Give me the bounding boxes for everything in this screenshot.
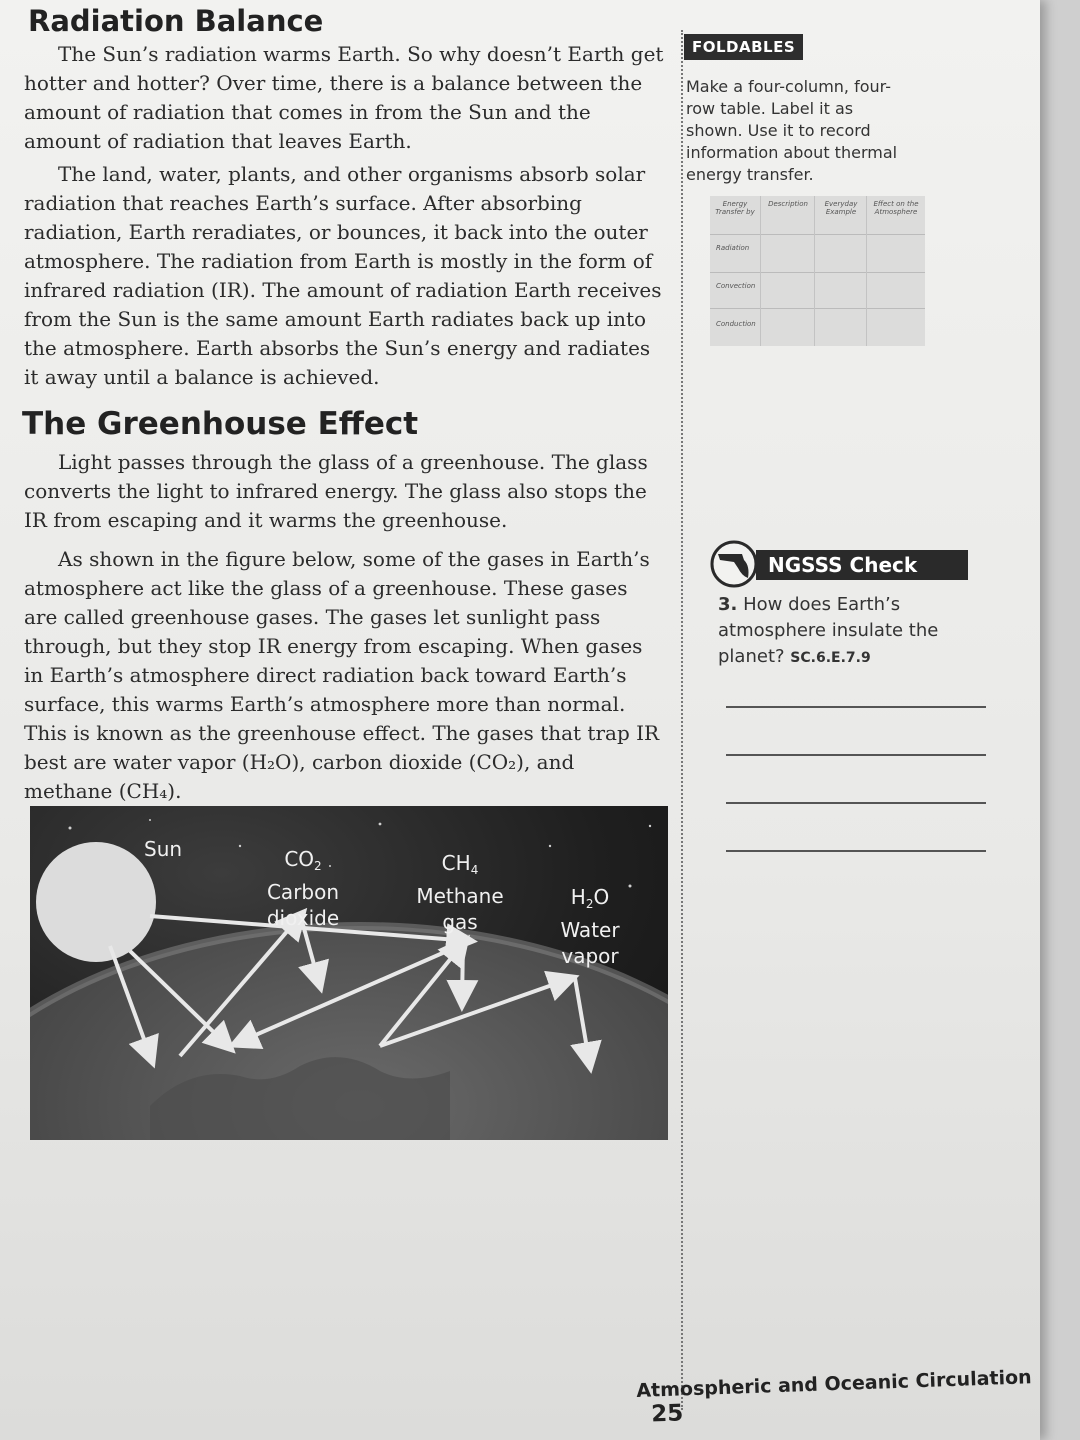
sun-icon [36, 842, 156, 962]
label-sun: Sun [144, 837, 183, 861]
label-water-vapor [550, 884, 630, 969]
answer-line-4[interactable] [726, 850, 986, 852]
h2o-subscript: 2 [585, 897, 594, 911]
greenhouse-figure [30, 806, 668, 1140]
table-row-convection: Convection [716, 282, 756, 290]
page-footer [636, 1366, 1040, 1432]
table-header-3: Everyday Example [824, 200, 858, 216]
question-text: How does Earth’s atmosphere insulate the planet? [718, 594, 939, 667]
table-rule [814, 196, 815, 346]
foldables-badge: FOLDABLES [684, 34, 803, 60]
answer-line-2[interactable] [726, 754, 986, 756]
ngsss-check-header [708, 540, 968, 588]
greenhouse-paragraph-2: As shown in the figure below, some of the gases in Earth’s atmosphere act like the glass of a greenhouse. These gases are called greenhouse gases. The gases let sunlight pass through, but they stop IR energy from escaping. When gases in Earth’s atmosphere direct radiation back toward Earth’s surface, this warms Earth’s atmosphere more than normal. This is known as the greenhouse effect. The gases that trap IR best are water vapor (H₂O), carbon dioxide (CO₂), and methane (CH₄). [24, 547, 660, 803]
foldables-table [710, 196, 925, 346]
column-divider [681, 30, 683, 1410]
ngsss-question [718, 592, 958, 671]
h2o-name-line2: vapor [561, 944, 619, 968]
greenhouse-paragraph-1: Light passes through the glass of a greenhouse. The glass converts the light to infrared energy. The glass also stops the IR from escaping and it warms the greenhouse. [24, 450, 648, 532]
answer-line-1[interactable] [726, 706, 986, 708]
co2-name-line1: Carbon [266, 880, 340, 904]
co2-subscript: 2 [314, 859, 322, 873]
table-rule [760, 196, 761, 346]
ngsss-badge: NGSSS Check [756, 550, 968, 580]
greenhouse-illustration [30, 806, 668, 1140]
page-number: 25 [650, 1400, 684, 1428]
h2o-formula-a: H [570, 885, 586, 909]
ch4-name-line2: gas [442, 910, 478, 934]
table-header-1: Energy Transfer by [715, 200, 755, 216]
heading-greenhouse-effect: The Greenhouse Effect [22, 406, 419, 442]
heading-radiation-balance: Radiation Balance [28, 4, 324, 38]
label-methane [412, 850, 508, 935]
table-rule [710, 308, 925, 309]
h2o-name-line1: Water [560, 918, 620, 942]
question-number: 3. [718, 594, 738, 615]
table-rule [710, 234, 925, 235]
h2o-formula-b: O [593, 885, 610, 909]
co2-name-line2: dioxide [266, 906, 340, 930]
ch4-name-line1: Methane [416, 884, 504, 908]
table-rule [710, 272, 925, 273]
label-carbon-dioxide [258, 846, 348, 931]
foldables-instructions: Make a four-column, four-row table. Label it as shown. Use it to record information about thermal energy transfer. [686, 77, 898, 184]
radiation-paragraph-1: The Sun’s radiation warms Earth. So why doesn’t Earth get hotter and hotter? Over time, there is a balance between the amount of radiation that comes in from the Sun and the amount of radiation that leaves Earth. [24, 42, 664, 153]
ch4-subscript: 4 [470, 863, 479, 877]
table-row-conduction: Conduction [716, 320, 756, 328]
table-rule [866, 196, 867, 346]
co2-formula: CO [284, 847, 315, 871]
chapter-title: Atmospheric and Oceanic Circulation [636, 1366, 1032, 1402]
radiation-paragraph-2: The land, water, plants, and other organisms absorb solar radiation that reaches Earth’s surface. After absorbing radiation, Earth reradiates, or bounces, it back into the outer atmosphere. The radiation from Earth is mostly in the form of infrared radiation (IR). The amount of radiation Earth receives from the Sun is the same amount Earth radiates back up into the atmosphere. Earth absorbs the Sun’s energy and radiates it away until a balance is achieved. [24, 162, 662, 389]
table-header-2: Description [768, 200, 808, 208]
table-header-4: Effect on the Atmosphere [873, 200, 919, 216]
table-row-radiation: Radiation [716, 244, 750, 252]
answer-line-3[interactable] [726, 802, 986, 804]
standard-code: SC.6.E.7.9 [790, 650, 871, 666]
ch4-formula: CH [441, 851, 471, 875]
